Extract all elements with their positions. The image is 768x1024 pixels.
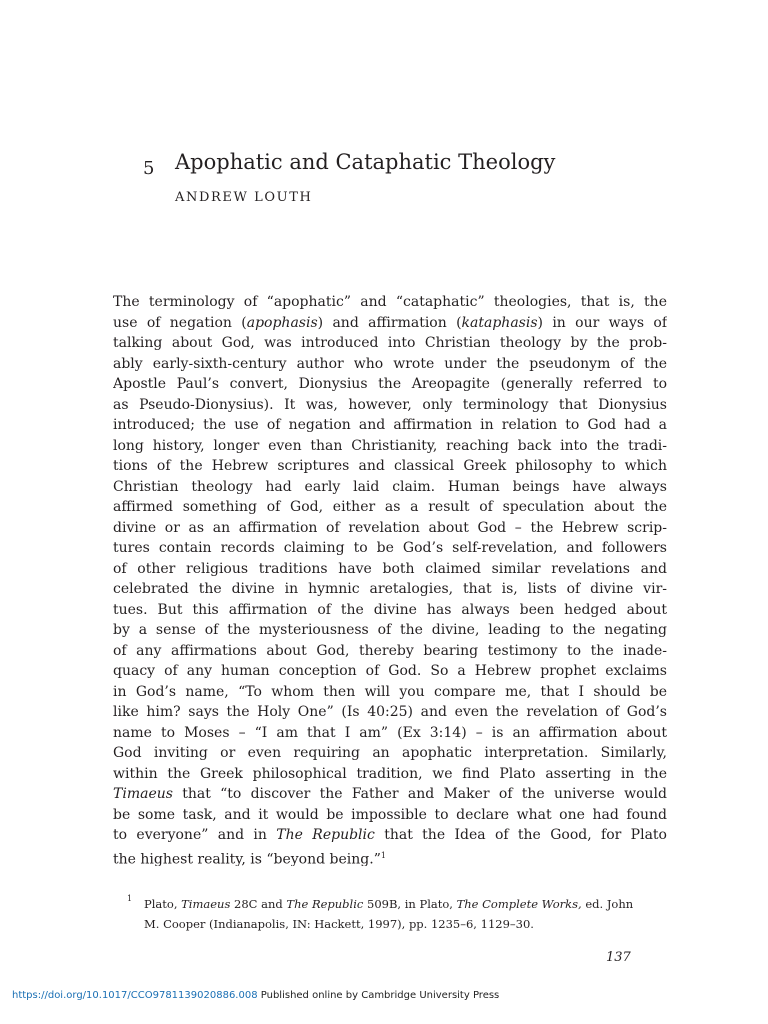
text-segment: be some task, and it would be impossible to declare what one had found [113, 806, 667, 823]
text-segment: introduced; the use of negation and affirmation in relation to God had a [113, 417, 667, 433]
chapter-author: ANDREW LOUTH [175, 190, 313, 205]
text-segment: tures contain records claiming to be God’s self-revelation, and followers [113, 540, 667, 556]
body-line [113, 620, 667, 641]
text-segment: celebrated the divine in hymnic aretalogies, that is, lists of divine vir- [113, 581, 667, 597]
chapter-title: Apophatic and Cataphatic Theology [175, 150, 556, 174]
text-segment: the highest reality, is “beyond being.” [113, 851, 381, 866]
body-line [113, 784, 667, 805]
text-segment: affirmed something of God, either as a result of speculation about the [113, 499, 667, 515]
italic-text: The Republic [276, 827, 375, 843]
text-segment: to everyone” and in [113, 827, 277, 843]
body-line [113, 825, 667, 846]
body-line [113, 723, 667, 744]
body-line [113, 415, 667, 436]
text-segment: 28C and [230, 897, 287, 911]
chapter-number: 5 [143, 158, 155, 179]
page-number: 137 [606, 950, 631, 965]
body-line [113, 518, 667, 539]
text-segment: ed. John [581, 897, 634, 911]
body-line [113, 374, 667, 395]
text-segment: that the Idea of the Good, for Plato [374, 827, 667, 843]
page-footer [12, 990, 499, 1001]
body-line [113, 354, 667, 375]
text-segment: within the Greek philosophical tradition, we find Plato asserting in the [113, 765, 667, 782]
text-segment: God inviting or even requiring an apophatic interpretation. Similarly, [113, 745, 667, 761]
italic-text: The Complete Works, [456, 897, 582, 911]
text-segment: talking about God, was introduced into Christian theology by the prob- [113, 335, 667, 351]
footnote-reference: 1 [380, 850, 386, 860]
text-segment: Christian theology had early laid claim. Human beings have always [113, 478, 667, 495]
body-line [113, 579, 667, 600]
italic-text: Timaeus [113, 786, 173, 802]
text-segment: The terminology of “apophatic” and “cataphatic” theologies, that is, the [113, 294, 667, 310]
body-line [113, 497, 667, 518]
text-segment: M. Cooper (Indianapolis, IN: Hackett, 1997), pp. 1235–6, 1129–30. [144, 917, 534, 931]
footnotes [113, 894, 667, 934]
text-segment: name to Moses – “I am that I am” (Ex 3:14) – is an affirmation about [113, 724, 667, 741]
text-segment: ) and affirmation ( [317, 314, 462, 331]
italic-text: The Republic [286, 897, 364, 911]
footnote-marker: 1 [127, 894, 133, 903]
text-segment: of other religious traditions have both claimed similar revelations and [113, 560, 667, 577]
text-segment: use of negation ( [113, 314, 247, 331]
body-line [113, 805, 667, 826]
text-segment: like him? says the Holy One” (Is 40:25) and even the revelation of God’s [113, 704, 667, 720]
text-segment: as Pseudo-Dionysius). It was, however, only terminology that Dionysius [113, 396, 667, 413]
text-segment: tions of the Hebrew scriptures and classical Greek philosophy to which [113, 458, 667, 474]
footnote-line [144, 894, 667, 914]
body-line [113, 538, 667, 559]
doi-link[interactable]: https://doi.org/10.1017/CCO9781139020886.008 [12, 990, 258, 1001]
body-line [113, 333, 667, 354]
footnote-line [144, 914, 667, 934]
body-line [113, 846, 667, 867]
text-segment: long history, longer even than Christianity, reaching back into the tradi- [113, 437, 667, 454]
italic-text: Timaeus [181, 897, 231, 911]
body-line [113, 743, 667, 764]
body-line [113, 313, 667, 334]
footnote [113, 894, 667, 934]
text-segment: ably early-sixth-century author who wrote under the pseudonym of the [113, 355, 667, 372]
text-segment: Plato, [144, 897, 182, 911]
body-line [113, 477, 667, 498]
text-segment: Apostle Paul’s convert, Dionysius the Areopagite (generally referred to [113, 376, 667, 392]
text-segment: tues. But this affirmation of the divine has always been hedged about [113, 601, 667, 618]
body-line [113, 600, 667, 621]
body-line [113, 456, 667, 477]
text-segment: quacy of any human conception of God. So a Hebrew prophet exclaims [113, 663, 667, 679]
text-segment: ) in our ways of [537, 314, 667, 331]
text-segment: divine or as an affirmation of revelation about God – the Hebrew scrip- [113, 519, 667, 536]
body-line [113, 559, 667, 580]
body-line [113, 702, 667, 723]
text-segment: by a sense of the mysteriousness of the divine, leading to the negating [113, 622, 667, 638]
body-line [113, 682, 667, 703]
body-paragraph [113, 292, 667, 866]
text-segment: that “to discover the Father and Maker of the universe would [172, 786, 667, 802]
body-line [113, 661, 667, 682]
italic-text: apophasis [246, 314, 318, 331]
published-online-text: Published online by Cambridge University Press [257, 990, 500, 1001]
text-segment: 509B, in Plato, [363, 897, 457, 911]
text-segment: of any affirmations about God, thereby bearing testimony to the inade- [113, 642, 667, 659]
body-line [113, 436, 667, 457]
text-segment: in God’s name, “To whom then will you compare me, that I should be [113, 683, 667, 700]
italic-text: kataphasis [461, 314, 538, 331]
body-line [113, 641, 667, 662]
body-line [113, 292, 667, 313]
body-line [113, 395, 667, 416]
body-line [113, 764, 667, 785]
